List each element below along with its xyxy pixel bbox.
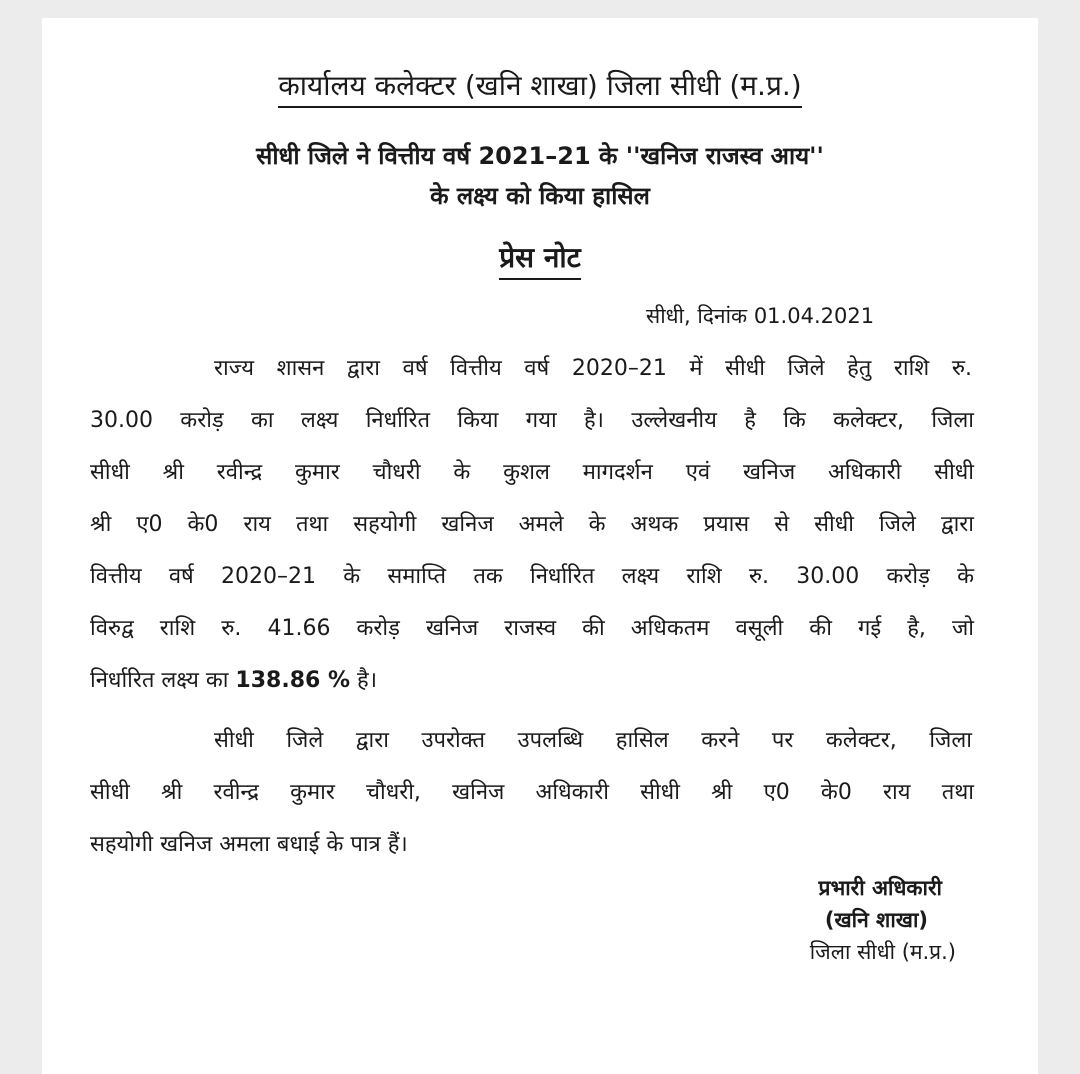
paragraph2-line: सीधी श्री रवीन्द्र कुमार चौधरी, खनिज अधिकारी सीधी श्री ए0 के0 राय तथा [90,780,974,805]
headline-line-2: के लक्ष्य को किया हासिल [430,182,650,210]
achievement-percentage: 138.86 % [235,668,351,693]
paragraph1-line: 30.00 करोड़ का लक्ष्य निर्धारित किया गया है। उल्लेखनीय है कि कलेक्टर, जिला [90,408,974,433]
signature-designation: प्रभारी अधिकारी [818,876,942,900]
paragraph1-line: वित्तीय वर्ष 2020–21 के समाप्ति तक निर्धारित लक्ष्य राशि रु. 30.00 करोड़ के [90,564,974,589]
paragraph1-line: विरुद्व राशि रु. 41.66 करोड़ खनिज राजस्व की अधिकतम वसूली की गई है, जो [90,616,974,641]
paragraph1-line: सीधी श्री रवीन्द्र कुमार चौधरी के कुशल मागदर्शन एवं खनिज अधिकारी सीधी [90,460,974,485]
paragraph1-line: राज्य शासन द्वारा वर्ष वित्तीय वर्ष 2020–21 में सीधी जिले हेतु राशि रु. [214,356,972,381]
dateline: सीधी, दिनांक 01.04.2021 [646,304,875,328]
headline-line-1: सीधी जिले ने वित्तीय वर्ष 2021–21 के ''खनिज राजस्व आय'' [256,142,824,170]
press-note-label: प्रेस नोट [499,241,581,280]
press-note-heading [42,241,1038,274]
paragraph1-last-suffix: है। [350,668,378,693]
paragraph2-line: सीधी जिले द्वारा उपरोक्त उपलब्धि हासिल करने पर कलेक्टर, जिला [214,728,972,753]
paragraph1-line: श्री ए0 के0 राय तथा सहयोगी खनिज अमले के अथक प्रयास से सीधी जिले द्वारा [90,512,974,537]
office-title [42,69,1038,102]
paragraph2-line: सहयोगी खनिज अमला बधाई के पात्र हैं। [90,832,408,857]
paragraph1-last-prefix: निर्धारित लक्ष्य का [90,668,236,693]
document-page [42,18,1038,1074]
signature-branch: (खनि शाखा) [824,908,928,932]
signature-location: जिला सीधी (म.प्र.) [809,940,956,964]
paragraph1-last-line [90,670,974,692]
office-title-text: कार्यालय कलेक्टर (खनि शाखा) जिला सीधी (म.प्र.) [278,69,801,108]
